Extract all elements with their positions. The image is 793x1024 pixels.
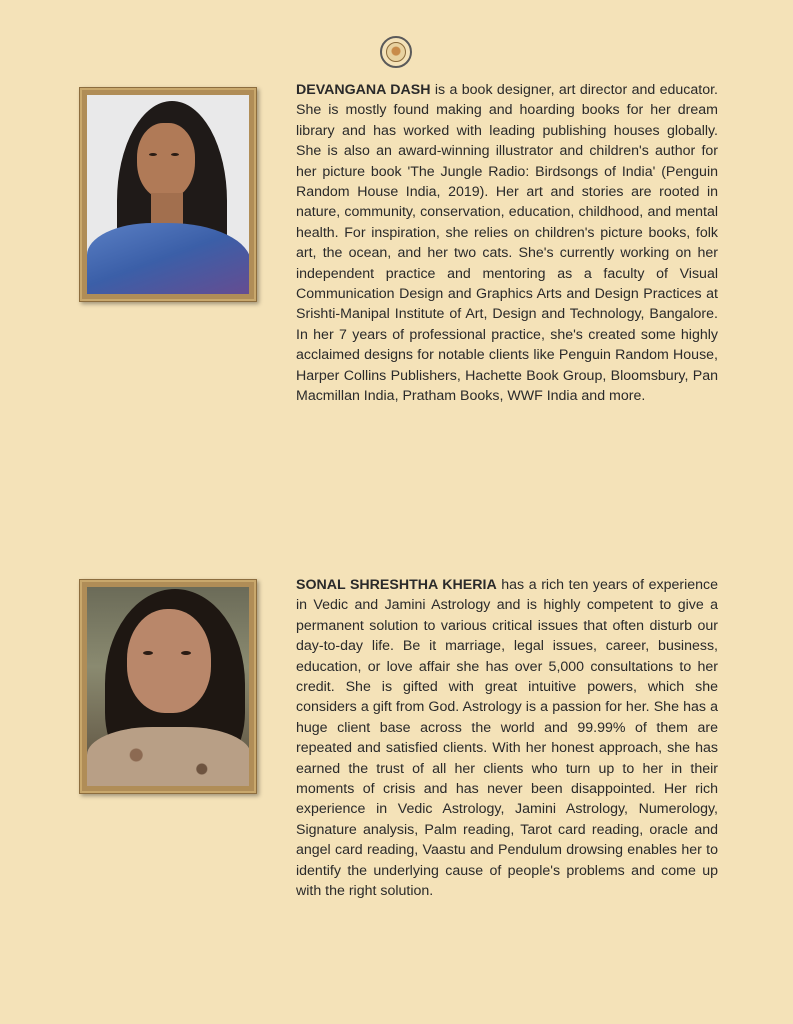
emblem-icon [380,36,412,68]
profile-name: DEVANGANA DASH [296,82,431,98]
profile-bio-text: has a rich ten years of experience in Vedic and Jamini Astrology and is highly competent to give a permanent solution to various critical issues that often disturb our day-to-day life. Be it marriage, legal issues, career, business, education, or love affair she has over 5,000 consultations to her credit. She is gifted with great intuitive powers, which she considers a gift from God. Astrology is a passion for her. She has a huge client base across the world and 99.99% of them are repeated and satisfied clients. With her honest approach, she has earned the trust of all her clients who turn up to her in their moments of crisis and has never been disappointed. Her rich experience in Vedic Astrology, Jamini Astrology, Numerology, Signature analysis, Palm reading, Tarot card reading, oracle and angel card reading, Vaastu and Pendulum drowsing enables her to identify the underlying cause of people's problems and come up with the right solution. [296,577,718,900]
profile-photo-devangana [79,87,257,302]
bio-devangana [296,80,718,407]
bio-sonal [296,575,718,902]
profile-bio-text: is a book designer, art director and educator. She is mostly found making and hoarding books for her dream library and has worked with leading publishing houses globally. She is also an award-winning illustrator and children's author for her picture book 'The Jungle Radio: Birdsongs of India' (Penguin Random House India, 2019). Her art and stories are rooted in nature, community, conservation, education, childhood, and mental health. For inspiration, she relies on children's picture books, folk art, the ocean, and her two cats. She's currently working on her independent practice and mentoring as a faculty of Visual Communication Design and Graphics Arts and Design Practices at Srishti-Manipal Institute of Art, Design and Technology, Bangalore. In her 7 years of professional practice, she's created some highly acclaimed designs for notable clients like Penguin Random House, Harper Collins Publishers, Hachette Book Group, Bloomsbury, Pan Macmillan India, Pratham Books, WWF India and more. [296,82,718,405]
profile-photo-sonal [79,579,257,794]
profile-name: SONAL SHRESHTHA KHERIA [296,577,497,593]
